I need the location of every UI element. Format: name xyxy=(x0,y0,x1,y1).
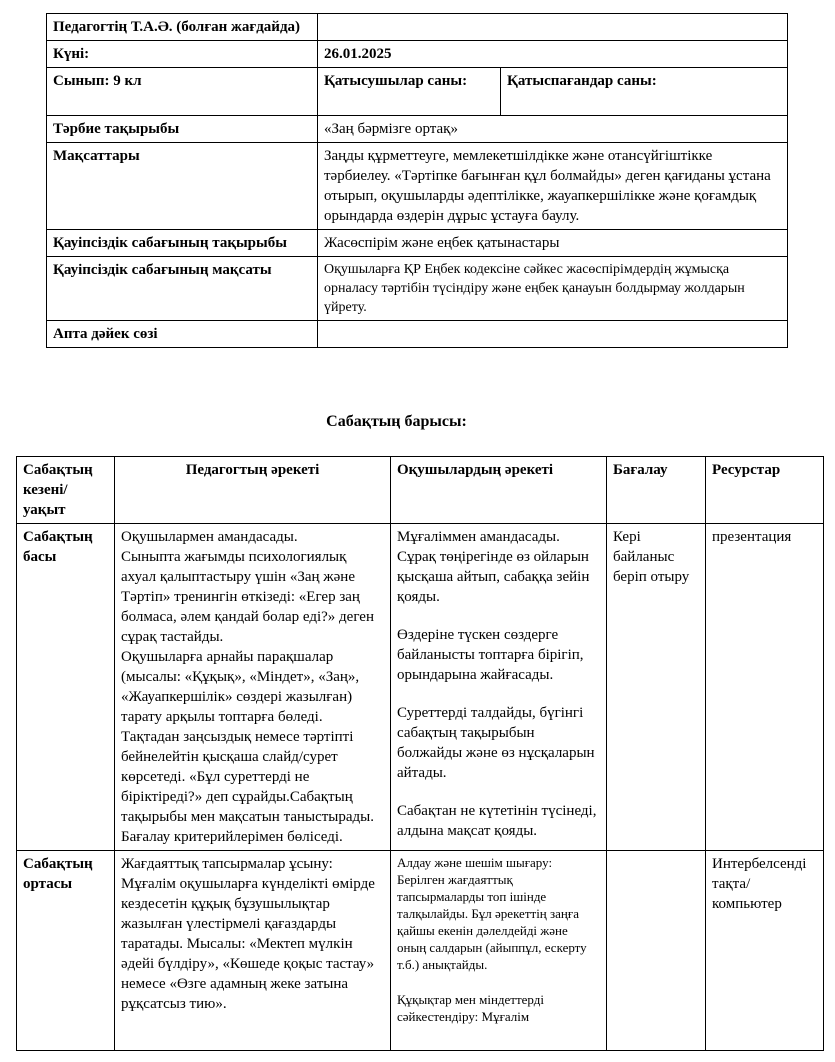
stage-start: Сабақтың басы xyxy=(17,524,115,851)
section-title: Сабақтың барысы: xyxy=(326,413,467,430)
quote-value xyxy=(318,321,788,348)
teacher-action-middle xyxy=(115,851,391,1051)
date-label: Күні: xyxy=(47,41,318,68)
header-students: Оқушылардың әрекеті xyxy=(391,457,607,524)
student-action-paragraph: Суреттерді талдайды, бүгінгі сабақтың тақырыбын болжайды және өз нұсқаларын айтады. xyxy=(397,705,595,781)
safety-topic-label: Қауіпсіздік сабағының тақырыбы xyxy=(47,230,318,257)
class-row xyxy=(47,68,788,116)
teacher-action-paragraph: Оқушылармен амандасады. xyxy=(121,529,298,545)
topic-row xyxy=(47,116,788,143)
stage-middle: Сабақтың ортасы xyxy=(17,851,115,1051)
present-label: Қатысушылар саны: xyxy=(318,68,501,116)
resources-start: презентация xyxy=(706,524,824,851)
student-action-paragraph: Сабақтан не күтетінін түсінеді, алдына мақсат қояды. xyxy=(397,803,597,839)
quote-label: Апта дәйек сөзі xyxy=(47,321,318,348)
lesson-row-start xyxy=(17,524,824,851)
lesson-info-table xyxy=(46,13,788,348)
assessment-middle xyxy=(607,851,706,1051)
student-action-middle xyxy=(391,851,607,1051)
lesson-row-middle xyxy=(17,851,824,1051)
teacher-action-paragraph: Оқушыларға арнайы парақшалар (мысалы: «Құқық», «Міндет», «Заң», «Жауапкершілік» сөздері жазылған) тарату арқылы топтарға бөледі. xyxy=(121,649,360,725)
safety-topic-row xyxy=(47,230,788,257)
topic-label: Тәрбие тақырыбы xyxy=(47,116,318,143)
header-assessment: Бағалау xyxy=(607,457,706,524)
topic-value: «Заң бәрмізге ортақ» xyxy=(318,116,788,143)
teacher-action-paragraph: Сыныпта жағымды психологиялық ахуал қалыптастыру үшін «Заң және Тәртіп» тренингін өткізеді: «Егер заң болмаса, әлем қандай болар еді?» деген сұрақ тастайды. xyxy=(121,549,374,645)
header-resources: Ресурстар xyxy=(706,457,824,524)
absent-label: Қатыспағандар саны: xyxy=(501,68,788,116)
resources-middle: Интербелсенді тақта/ компьютер xyxy=(706,851,824,1051)
teacher-action-paragraph: Тақтадан заңсыздық немесе тәртіпті бейнелейтін қысқаша слайд/сурет көрсетеді. «Бұл суреттерді не біріктіреді?» деп сұрайды.Сабақтың тақырыбы мен мақсатын таныстырады. Бағалау критерийлерімен бөліседі. xyxy=(121,729,374,845)
lesson-flow-table xyxy=(16,456,824,1051)
assessment-start: Кері байланыс беріп отыру xyxy=(607,524,706,851)
teacher-action-start xyxy=(115,524,391,851)
safety-goal-row xyxy=(47,257,788,321)
goals-label: Мақсаттары xyxy=(47,143,318,230)
teacher-value xyxy=(318,14,788,41)
teacher-row xyxy=(47,14,788,41)
safety-goal-value: Оқушыларға ҚР Еңбек кодексіне сәйкес жасөспірімдердің жұмысқа орналасу тәртібін түсіндіру және еңбек қанауын болдырмау жолдарын үйрету. xyxy=(318,257,788,321)
header-stage: Сабақтың кезені/ уақыт xyxy=(17,457,115,524)
goals-value: Заңды құрметтеуге, мемлекетшілдікке және отансүйгіштікке тәрбиелеу. «Тәртіпке бағынған құл болмайды» деген қағиданы ұстана отырып, оқушыларды әдептілікке, жауапкершілікке және қоғамдық орындарда өздерін дұрыс ұстауға баулу. xyxy=(318,143,788,230)
teacher-action-paragraph: Жағдаяттық тапсырмалар ұсыну: Мұғалім оқушыларға күнделікті өмірде кездесетін құқық бұзушылықтар жазылған үлестірмелі қағаздарды таратады. Мысалы: «Мектеп мүлкін әдейі бүлдіру», «Көшеде қоқыс тастау» немесе «Өзге адамның жеке затына рұқсатсыз тию». xyxy=(121,856,375,1012)
safety-topic-value: Жасөспірім және еңбек қатынастары xyxy=(318,230,788,257)
class-label: Сынып: 9 кл xyxy=(47,68,318,116)
student-action-paragraph: Құқықтар мен міндеттерді сәйкестендіру: Мұғалім xyxy=(397,992,544,1024)
goals-row xyxy=(47,143,788,230)
safety-goal-label: Қауіпсіздік сабағының мақсаты xyxy=(47,257,318,321)
teacher-label: Педагогтің Т.А.Ә. (болған жағдайда) xyxy=(47,14,318,41)
date-value: 26.01.2025 xyxy=(318,41,788,68)
lesson-header-row xyxy=(17,457,824,524)
quote-row xyxy=(47,321,788,348)
student-action-start xyxy=(391,524,607,851)
student-action-paragraph: Мұғаліммен амандасады. Сұрақ төңірегінде өз ойларын қысқаша айтып, сабаққа зейін қояды. xyxy=(397,529,590,605)
student-action-paragraph: Алдау және шешім шығару: Берілген жағдаяттық тапсырмаларды топ ішінде талқылайды. Бұл әрекеттің заңға қайшы екенін дәлелдейді және оның салдарын (айыппұл, ескерту т.б.) анықтайды. xyxy=(397,855,587,972)
header-teacher: Педагогтың әрекеті xyxy=(115,457,391,524)
student-action-paragraph: Өздеріне түскен сөздерге байланысты топтарға бірігіп, орындарына жайғасады. xyxy=(397,627,584,683)
date-row xyxy=(47,41,788,68)
